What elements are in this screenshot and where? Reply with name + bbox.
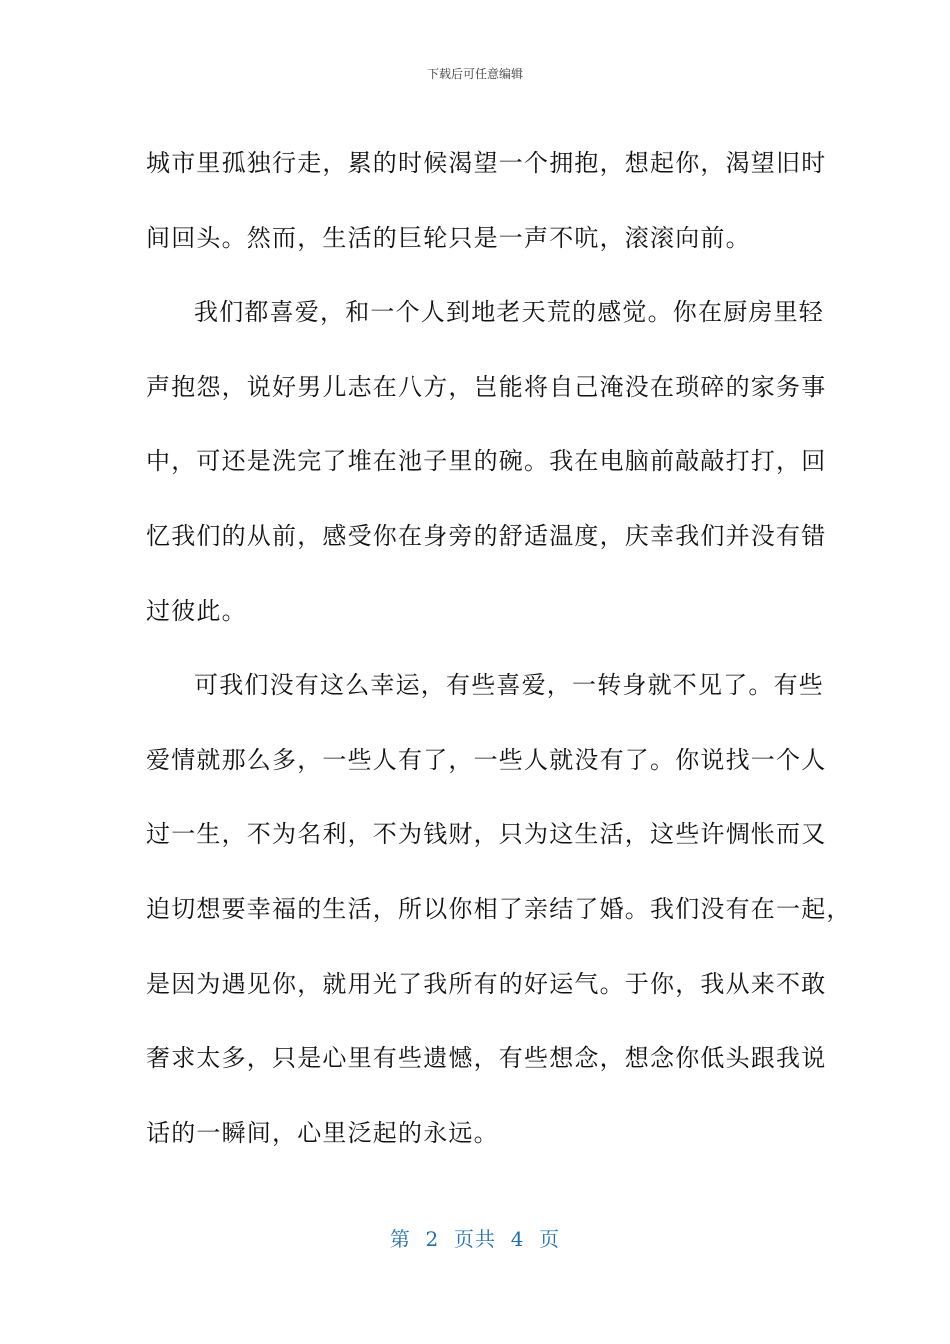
text-line: 迫切想要幸福的生活，所以你相了亲结了婚。我们没有在一起，: [146, 894, 852, 923]
text-line: 过彼此。: [146, 596, 247, 625]
paragraph-start-line: 我们都喜爱，和一个人到地老天荒的感觉。你在厨房里轻: [194, 298, 824, 327]
text-line: 中，可还是洗完了堆在池子里的碗。我在电脑前敲敲打打，回: [146, 447, 827, 476]
paragraph-start-line: 可我们没有这么幸运，有些喜爱，一转身就不见了。有些: [194, 671, 824, 700]
document-body: [146, 126, 852, 1170]
text-line: 声抱怨，说好男儿志在八方，岂能将自己淹没在琐碎的家务事: [146, 372, 827, 401]
page-number-footer: 第 2 页共 4 页: [389, 1227, 561, 1251]
page-header: 下载后可任意编辑: [426, 67, 523, 81]
text-line: 城市里孤独行走，累的时候渴望一个拥抱，想起你，渴望旧时: [146, 149, 827, 177]
text-line: 间回头。然而，生活的巨轮只是一声不吭，滚滚向前。: [146, 223, 751, 252]
text-line: 奢求太多，只是心里有些遗憾，有些想念，想念你低头跟我说: [146, 1044, 827, 1073]
text-line: 是因为遇见你，就用光了我所有的好运气。于你，我从来不敢: [146, 969, 827, 998]
text-line: 爱情就那么多，一些人有了，一些人就没有了。你说找一个人: [146, 745, 827, 774]
text-line: 话的一瞬间，心里泛起的永远。: [146, 1118, 499, 1147]
text-line: 忆我们的从前，感受你在身旁的舒适温度，庆幸我们并没有错: [146, 521, 827, 550]
text-line: 过一生，不为名利，不为钱财，只为这生活，这些许惆怅而又: [146, 820, 827, 849]
